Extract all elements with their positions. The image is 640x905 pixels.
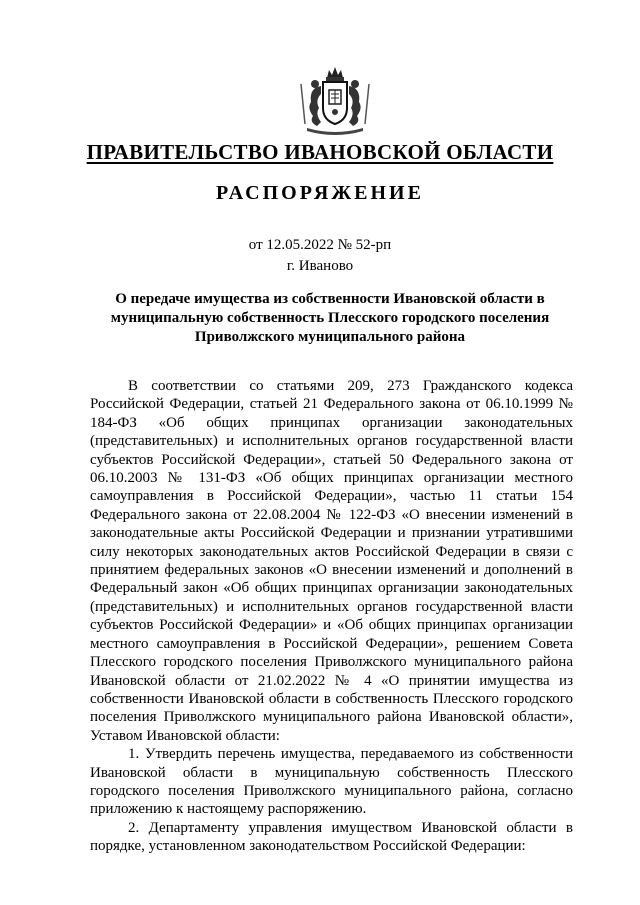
coat-of-arms-icon	[293, 64, 377, 138]
document-type: РАСПОРЯЖЕНИЕ	[216, 182, 424, 204]
government-title: ПРАВИТЕЛЬСТВО ИВАНОВСКОЙ ОБЛАСТИ	[86, 140, 554, 164]
preamble-paragraph: В соответствии со статьями 209, 273 Гражданского кодекса Российской Федерации, статьей 21 Федерального закона от 06.10.1999 № 184-ФЗ «Об общих принципах организации законодательных (представительных) и исполнительных органов государственной власти субъектов Российской Федерации», статьей 50 Федерального закона от 06.10.2003 № 131-ФЗ «Об общих принципах организации местного самоуправления в Российской Федерации», частью 11 статьи 154 Федерального закона от 22.08.2004 № 122-ФЗ «О внесении изменений в законодательные акты Российской Федерации и признании утратившими силу некоторых законодательных актов Российской Федерации в связи с принятием федеральных законов «О внесении изменений и дополнений в Федеральный закон «Об общих принципах организации законодательных (представительных) и исполнительных органов государственной власти субъектов Российской Федерации» и «Об общих принципах организации местного самоуправления в Российской Федерации», решением Совета Плесского городского поселения Приволжского муниципального района Ивановской области от 21.02.2022 № 4 «О принятии имущества из собственности Ивановской области в собственность Плесского городского поселения Приволжского муниципального района Ивановской области», Уставом Ивановской области:	[90, 378, 573, 744]
date-number: от 12.05.2022 № 52-рп	[248, 237, 392, 253]
item-1-paragraph: 1. Утвердить перечень имущества, передаваемого из собственности Ивановской области в муниципальную собственность Плесского городского поселения Приволжского муниципального района, согласно приложению к настоящему распоряжению.	[90, 746, 573, 818]
document-body	[90, 377, 573, 856]
item-2-paragraph: 2. Департаменту управления имуществом Ивановской области в порядке, установленном законодательством Российской Федерации:	[90, 819, 573, 855]
city: г. Иваново	[286, 258, 354, 274]
document-subject: О передаче имущества из собственности Ивановской области в муниципальную собственность Плесского городского поселения Приволжского муниципального района	[110, 291, 550, 345]
